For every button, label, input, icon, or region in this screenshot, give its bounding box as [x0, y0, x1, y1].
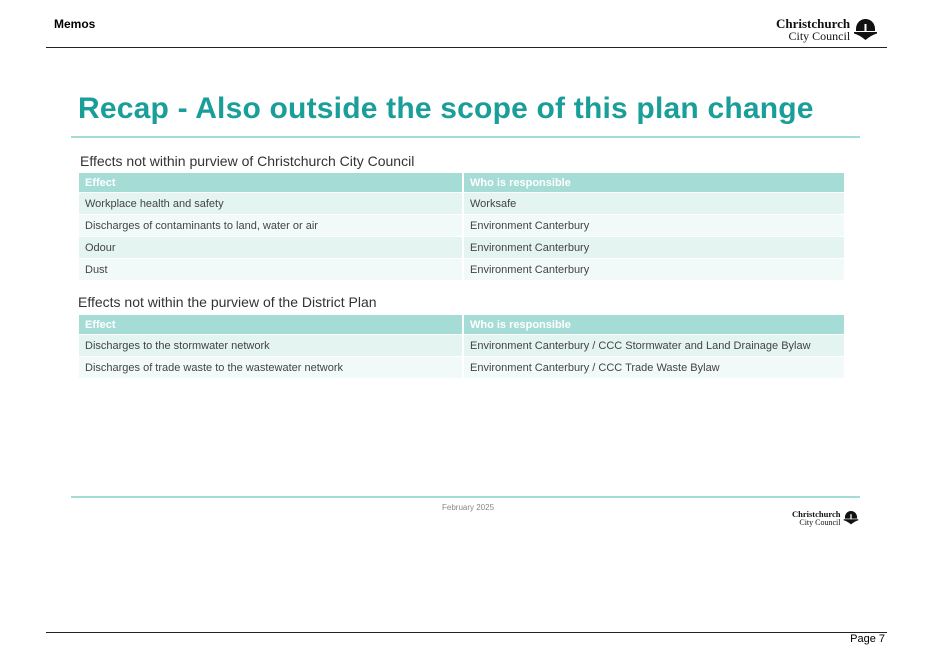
section-heading-council: Effects not within purview of Christchurch City Council: [80, 153, 415, 169]
footer-divider: [46, 632, 887, 633]
logo-line-1: Christchurch: [792, 509, 841, 519]
responsible-cell: Environment Canterbury: [463, 215, 844, 237]
council-emblem-icon: [853, 18, 878, 42]
table-header-row: [79, 315, 844, 335]
logo-line-2: City Council: [799, 517, 841, 527]
logo-text: [792, 510, 841, 527]
table-row: [79, 237, 844, 259]
responsible-cell: Environment Canterbury: [463, 237, 844, 259]
responsible-cell: Environment Canterbury / CCC Stormwater and Land Drainage Bylaw: [463, 335, 844, 357]
column-header-responsible: Who is responsible: [463, 173, 844, 193]
document-header-label: Memos: [54, 17, 96, 31]
table-row: [79, 193, 844, 215]
slide-footer-logo: [792, 510, 859, 527]
slide-footer-divider: [71, 496, 860, 498]
effect-cell: Discharges to the stormwater network: [79, 335, 463, 357]
effects-table-council: [79, 173, 844, 280]
responsible-cell: Worksafe: [463, 193, 844, 215]
responsible-cell: Environment Canterbury: [463, 259, 844, 281]
effect-cell: Discharges of contaminants to land, water or air: [79, 215, 463, 237]
effects-table-district-plan: [79, 315, 844, 378]
column-header-effect: Effect: [79, 315, 463, 335]
section-heading-district-plan: Effects not within the purview of the District Plan: [78, 294, 377, 310]
table-row: [79, 335, 844, 357]
title-divider: [71, 136, 860, 138]
column-header-effect: Effect: [79, 173, 463, 193]
council-logo: [776, 17, 878, 42]
slide-footer-date: February 2025: [442, 503, 495, 512]
effect-cell: Dust: [79, 259, 463, 281]
table-header-row: [79, 173, 844, 193]
header-divider: [46, 47, 887, 48]
effect-cell: Workplace health and safety: [79, 193, 463, 215]
logo-text: [776, 17, 850, 42]
slide-title: Recap - Also outside the scope of this plan change: [78, 92, 814, 125]
column-header-responsible: Who is responsible: [463, 315, 844, 335]
effect-cell: Discharges of trade waste to the wastewater network: [79, 357, 463, 379]
logo-line-2: City Council: [788, 29, 851, 43]
logo-line-1: Christchurch: [776, 16, 851, 31]
effect-cell: Odour: [79, 237, 463, 259]
table-row: [79, 259, 844, 281]
table-row: [79, 357, 844, 379]
responsible-cell: Environment Canterbury / CCC Trade Waste Bylaw: [463, 357, 844, 379]
table-row: [79, 215, 844, 237]
page-number: Page 7: [850, 633, 885, 645]
council-emblem-icon: [843, 510, 859, 526]
